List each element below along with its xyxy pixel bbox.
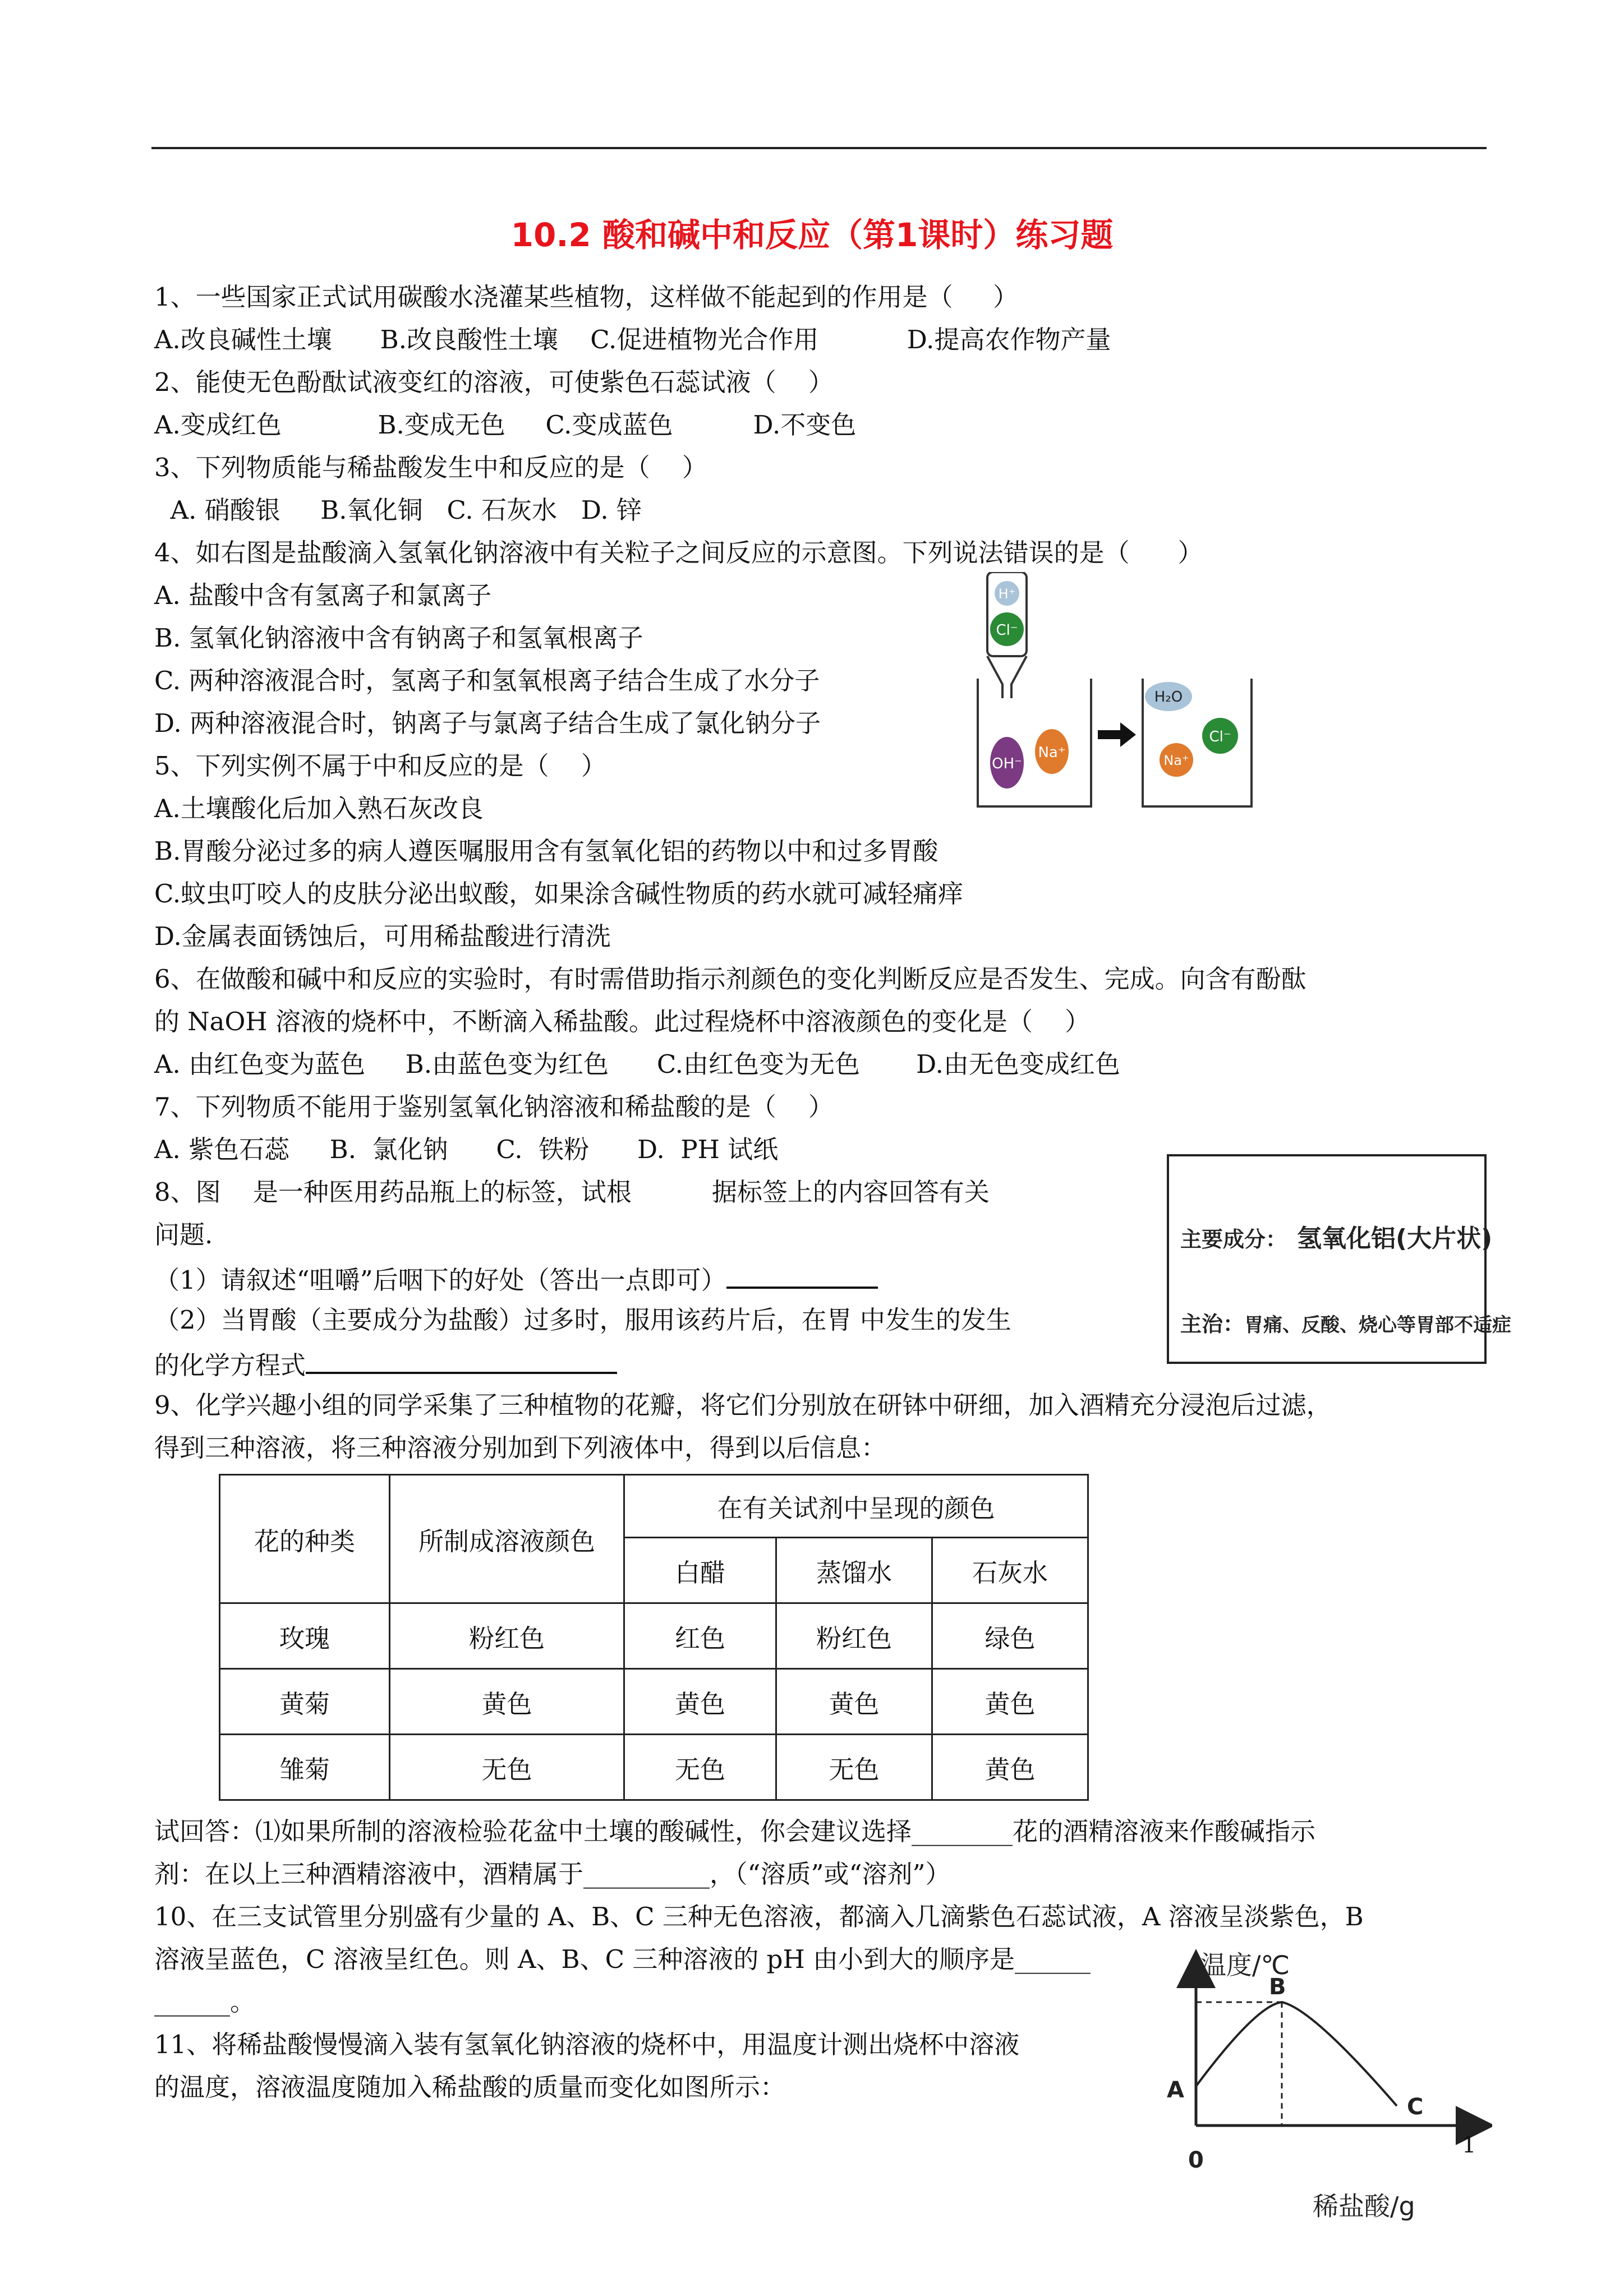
q7-options: A. 紫色石蕊 B. 氯化钠 C. 铁粉 D. PH 试纸	[154, 1135, 779, 1164]
q4-stem: 4、如右图是盐酸滴入氢氧化钠溶液中有关粒子之间反应的示意图。下列说法错误的是（ ）	[154, 538, 1203, 568]
q10-stem-1: 10、在三支试管里分别盛有少量的 A、B、C 三种无色溶液，都滴入几滴紫色石蕊试液，A 溶液呈淡紫色，B	[154, 1902, 1364, 1931]
q4-option-c: C. 两种溶液混合时，氢离子和氢氧根离子结合生成了水分子	[154, 666, 820, 695]
header-rule	[151, 147, 1487, 149]
table-subheader-vinegar: 白醋	[624, 1538, 776, 1603]
table-header-kind: 花的种类	[220, 1475, 390, 1603]
q11-stem-1: 11、将稀盐酸慢慢滴入装有氢氧化钠溶液的烧杯中，用温度计测出烧杯中溶液	[154, 2030, 1020, 2059]
q8-part-1-text: （1）请叙述“咀嚼”后咽下的好处（答出一点即可）	[154, 1265, 726, 1295]
table-cell: 无色	[624, 1735, 776, 1800]
medicine-label	[1167, 1154, 1512, 1364]
q9-stem-1: 9、化学兴趣小组的同学采集了三种植物的花瓣，将它们分别放在研钵中研细，加入酒精充分浸泡后过滤，	[154, 1390, 1332, 1420]
oh-ion-label: OH⁻	[992, 755, 1022, 772]
h-ion-label: H⁺	[998, 586, 1016, 602]
temperature-curve	[1196, 2002, 1397, 2106]
reaction-arrow-icon	[1098, 722, 1136, 747]
q5-option-a: A.土壤酸化后加入熟石灰改良	[154, 794, 484, 823]
table-cell: 绿色	[932, 1603, 1088, 1669]
q9-question-2: 剂：在以上三种酒精溶液中，酒精属于__________，（“溶质”或“溶剂”）	[154, 1859, 951, 1889]
q10-stem-2: 溶液呈蓝色，C 溶液呈红色。则 A、B、C 三种溶液的 pH 由小到大的顺序是______	[154, 1944, 1091, 1974]
table-cell: 黄色	[624, 1669, 776, 1735]
table-cell: 红色	[624, 1603, 776, 1669]
point-a-label: A	[1167, 2077, 1184, 2103]
table-cell: 黄色	[776, 1669, 932, 1735]
table-cell: 粉红色	[390, 1603, 624, 1669]
q8-part-2: （2）当胃酸（主要成分为盐酸）过多时，服用该药片后，在胃 中发生的发生	[154, 1305, 1011, 1335]
q2-options: A.变成红色 B.变成无色 C.变成蓝色 D.不变色	[154, 410, 857, 440]
q8-part-2-cont	[154, 1346, 617, 1382]
na-ion-label: Na⁺	[1038, 744, 1066, 761]
q4-option-b: B. 氢氧化钠溶液中含有钠离子和氢氧根离子	[154, 623, 643, 653]
temperature-graph	[1144, 1946, 1492, 2221]
q5-option-c: C.蚊虫叮咬人的皮肤分泌出蚁酸，如果涂含碱性物质的药水就可减轻痛痒	[154, 879, 964, 909]
q4-option-a: A. 盐酸中含有氢离子和氯离子	[154, 580, 492, 610]
page-title: 10.2 酸和碱中和反应（第1课时）练习题	[510, 216, 1114, 254]
point-b-label: B	[1269, 1974, 1286, 2000]
x-axis-label: 稀盐酸/g	[1313, 2191, 1415, 2221]
table-cell: 黄色	[932, 1735, 1088, 1800]
table-cell: 粉红色	[776, 1603, 932, 1669]
table-row	[220, 1669, 1088, 1735]
origin-label: 0	[1188, 2147, 1204, 2173]
table-cell: 黄菊	[220, 1669, 390, 1735]
q2-stem: 2、能使无色酚酞试液变红的溶液，可使紫色石蕊试液（ ）	[154, 367, 834, 397]
q6-stem-1: 6、在做酸和碱中和反应的实验时，有时需借助指示剂颜色的变化判断反应是否发生、完成。向含有酚酞	[154, 964, 1306, 994]
q5-stem: 5、下列实例不属于中和反应的是（ ）	[154, 751, 606, 781]
q8-part-2-cont-text: 的化学方程式	[154, 1350, 306, 1380]
q1-stem: 1、一些国家正式试用碳酸水浇灌某些植物，这样做不能起到的作用是（ ）	[154, 282, 1019, 312]
table-subheader-water: 蒸馏水	[776, 1538, 932, 1603]
table-subheader-lime: 石灰水	[932, 1538, 1088, 1603]
q8-part-1	[154, 1261, 878, 1297]
q4-option-d: D. 两种溶液混合时，钠离子与氯离子结合生成了氯化钠分子	[154, 708, 821, 738]
label-main-component-key: 主要成分：	[1180, 1227, 1287, 1252]
beaker-before	[978, 679, 1091, 806]
q11-stem-2: 的温度，溶液温度随加入稀盐酸的质量而变化如图所示：	[154, 2072, 786, 2102]
cl-ion-label-2: Cl⁻	[1209, 729, 1231, 745]
q9-question-1: 试回答：⑴如果所制的溶液检验花盆中土壤的酸碱性，你会建议选择________花的酒精溶液来作酸碱指示	[154, 1816, 1316, 1846]
q1-options: A.改良碱性土壤 B.改良酸性土壤 C.促进植物光合作用 D.提高农作物产量	[154, 325, 1111, 354]
reaction-diagram	[973, 572, 1254, 813]
table-cell: 雏菊	[220, 1735, 390, 1800]
dropper-tip	[987, 656, 1027, 698]
label-indication-key: 主治：	[1180, 1312, 1245, 1336]
point-c-label: C	[1407, 2094, 1424, 2120]
table-header-group: 在有关试剂中呈现的颜色	[624, 1475, 1088, 1538]
label-main-component	[1180, 1218, 1492, 1254]
table-header-solution-color: 所制成溶液颜色	[390, 1475, 624, 1603]
table-cell: 无色	[390, 1735, 624, 1800]
flower-color-table	[219, 1474, 1089, 1801]
q8-answer-blank-1[interactable]	[726, 1261, 878, 1289]
q3-options: A. 硝酸银 B.氧化铜 C. 石灰水 D. 锌	[154, 495, 642, 525]
q10-stem-3: ______。	[154, 1987, 256, 2017]
q5-option-b: B.胃酸分泌过多的病人遵医嘱服用含有氢氧化铝的药物以中和过多胃酸	[154, 836, 938, 866]
table-row	[220, 1735, 1088, 1800]
q8-answer-blank-2[interactable]	[306, 1346, 617, 1374]
q3-stem: 3、下列物质能与稀盐酸发生中和反应的是（ ）	[154, 453, 707, 482]
label-indication-value: 胃痛、反酸、烧心等胃部不适症	[1244, 1314, 1512, 1336]
q6-options: A. 由红色变为蓝色 B.由蓝色变为红色 C.由红色变为无色 D.由无色变成红色	[154, 1049, 1120, 1079]
q5-option-d: D.金属表面锈蚀后，可用稀盐酸进行清洗	[154, 921, 611, 951]
table-row	[220, 1603, 1088, 1669]
water-molecule-label: H₂O	[1154, 689, 1183, 706]
page-number: 1	[1462, 2132, 1476, 2158]
q6-stem-2: 的 NaOH 溶液的烧杯中，不断滴入稀盐酸。此过程烧杯中溶液颜色的变化是（ ）	[154, 1007, 1091, 1036]
table-cell: 无色	[776, 1735, 932, 1800]
q8-stem-1: 8、图 是一种医用药品瓶上的标签，试根 据标签上的内容回答有关	[154, 1177, 990, 1207]
cl-ion-label: Cl⁻	[996, 622, 1018, 639]
q8-stem-2: 问题.	[154, 1220, 213, 1250]
table-cell: 黄色	[390, 1669, 624, 1735]
label-indication	[1180, 1307, 1511, 1338]
q9-stem-2: 得到三种溶液，将三种溶液分别加到下列液体中，得到以后信息：	[154, 1433, 887, 1463]
na-ion-label-2: Na⁺	[1163, 753, 1189, 768]
q7-stem: 7、下列物质不能用于鉴别氢氧化钠溶液和稀盐酸的是（ ）	[154, 1092, 834, 1122]
table-cell: 玫瑰	[220, 1603, 390, 1669]
table-cell: 黄色	[932, 1669, 1088, 1735]
label-main-component-value: 氢氧化铝(大片状)	[1297, 1224, 1493, 1253]
y-axis-label: 温度/℃	[1200, 1950, 1290, 1980]
